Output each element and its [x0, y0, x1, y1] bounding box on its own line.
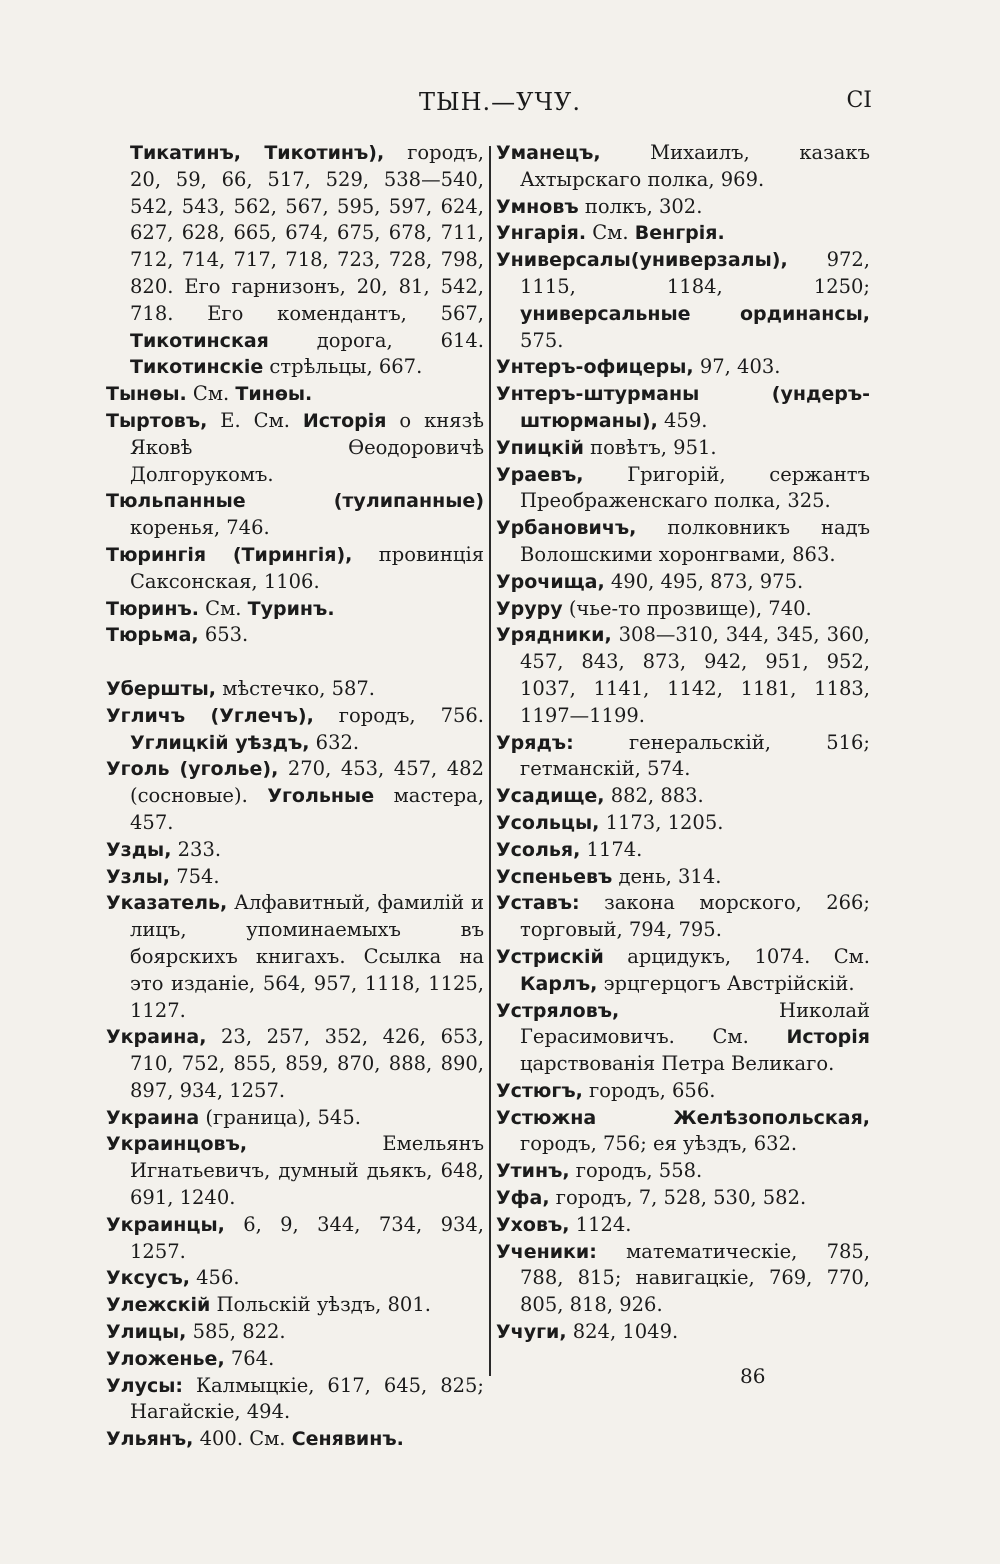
index-column-left	[106, 140, 484, 1453]
index-headword: Унгарія.	[496, 222, 587, 245]
index-text: Калмыцкіе, 617, 645, 825; Нагайскіе, 494.	[130, 1373, 484, 1424]
index-text: Михаилъ, казакъ Ахтырскаго полка, 969.	[520, 141, 870, 191]
index-entry	[496, 783, 870, 810]
index-entry	[106, 488, 484, 542]
index-text: 456.	[189, 1266, 240, 1290]
index-text: 308—310, 344, 345, 360, 457, 843, 873, 942, 951, 952, 1037, 1141, 1142, 1181, 1183, 1197—1199.	[520, 623, 870, 727]
index-text: коренья, 746.	[130, 516, 270, 540]
index-entry	[496, 354, 870, 381]
index-headword: Унтеръ-офицеры,	[496, 356, 694, 379]
index-text: дорога, 614.	[268, 328, 484, 352]
index-headword: Уфа,	[496, 1187, 550, 1210]
index-headword: Исторія	[302, 409, 387, 432]
index-entry	[496, 194, 870, 221]
index-text: городъ, 558.	[569, 1159, 703, 1183]
index-headword: Тикотинскіе	[130, 356, 264, 379]
index-text: городъ, 20, 59, 66, 517, 529, 538—540, 542, 543, 562, 567, 595, 597, 624, 627, 628, 665, 674, 675, 678, 711, 712, 714, 717, 718, 723, 728, 798, 820. Его гарнизонъ, 20, 81, 542, 718. Его комендантъ, 567,	[130, 141, 484, 325]
index-text: 882, 883.	[604, 784, 704, 808]
index-text: Емельянъ Игнатьевичъ, думный дьякъ, 648, 691, 1240.	[130, 1132, 484, 1210]
index-text: математическіе, 785, 788, 815; навигацкіе, 769, 770, 805, 818, 926.	[520, 1239, 870, 1317]
index-text: Е. См.	[207, 408, 303, 432]
index-headword: Тюльпанные (тулипанные)	[106, 490, 484, 513]
index-text: См.	[586, 221, 635, 245]
index-entry	[496, 622, 870, 729]
index-headword: Ульянъ,	[106, 1428, 194, 1451]
index-headword: Узлы,	[106, 865, 171, 888]
index-text: повѣтъ, 951.	[583, 435, 717, 459]
index-text: 972, 1115, 1184, 1250;	[520, 248, 870, 298]
index-headword: Тыртовъ,	[106, 409, 208, 432]
index-text: 400. См.	[193, 1427, 292, 1451]
index-headword: Тынѳы.	[106, 383, 187, 406]
index-entry	[496, 569, 870, 596]
signature-mark: 86	[740, 1364, 766, 1388]
index-entry	[496, 435, 870, 462]
index-headword: Улежскій	[106, 1294, 211, 1317]
index-headword: Исторія	[786, 1026, 870, 1049]
index-entry	[106, 1105, 484, 1132]
index-entry	[106, 1212, 484, 1266]
index-headword: Усольцы,	[496, 811, 600, 834]
index-headword: Украинцовъ,	[106, 1133, 248, 1156]
index-headword: Карлъ,	[520, 972, 598, 995]
index-text: 1173, 1205.	[599, 810, 724, 834]
index-headword: Тюринъ.	[106, 597, 199, 620]
index-headword: Урядники,	[496, 624, 612, 647]
index-text: 754.	[170, 864, 220, 888]
index-entry	[106, 703, 484, 757]
index-entry	[106, 1292, 484, 1319]
index-entry	[496, 944, 870, 998]
index-column-right	[496, 140, 870, 1346]
index-headword: Успеньевъ	[496, 865, 613, 888]
index-headword: Венгрія.	[634, 222, 725, 245]
index-headword: Ураевъ,	[496, 463, 584, 486]
index-headword: Тюрьма,	[106, 624, 199, 647]
index-headword: Усадище,	[496, 785, 605, 808]
index-headword: Устряловъ,	[496, 999, 620, 1022]
index-entry	[496, 1078, 870, 1105]
index-text: Алфавитный, фамилій и лицъ, упоминаемыхъ въ боярскихъ книгахъ. Ссылка на это изданіе, 564, 957, 1118, 1125, 1127.	[130, 891, 484, 1022]
index-entry	[106, 890, 484, 1024]
index-text: городъ, 756; ея уѣздъ, 632.	[520, 1132, 798, 1156]
letter-section-gap	[106, 649, 484, 676]
index-headword: Тикотинская	[130, 329, 269, 352]
index-headword: Учуги,	[496, 1321, 567, 1344]
index-text: (чье-то прозвище), 740.	[562, 596, 812, 620]
index-text: См.	[186, 382, 236, 406]
index-headword: Устрискій	[496, 945, 604, 968]
index-headword: Украина	[106, 1106, 200, 1129]
index-headword: Урочища,	[496, 570, 605, 593]
index-text: 1174.	[580, 837, 643, 861]
index-text: царствованія Петра Великаго.	[520, 1052, 835, 1076]
index-headword: Уховъ,	[496, 1213, 570, 1236]
index-headword: Ученики:	[496, 1240, 597, 1263]
index-entry	[496, 247, 870, 354]
index-entry	[496, 462, 870, 516]
index-entry	[496, 730, 870, 784]
index-entry	[496, 1319, 870, 1346]
index-headword: Указатель,	[106, 892, 228, 915]
index-text: 575.	[520, 328, 564, 352]
index-headword: Узды,	[106, 838, 172, 861]
folio: CI	[846, 88, 872, 113]
index-text: 632.	[309, 730, 360, 754]
index-text: стрѣльцы, 667.	[263, 355, 423, 379]
index-headword: Тинѳы.	[235, 383, 313, 406]
index-entry	[106, 1265, 484, 1292]
index-headword: Убершты,	[106, 677, 216, 700]
index-entry	[496, 864, 870, 891]
index-entry	[106, 140, 484, 381]
index-entry	[106, 1426, 484, 1453]
index-text: провинція Саксонская, 1106.	[130, 542, 485, 593]
index-text: о князѣ Яковѣ Ѳеодоровичѣ Долгорукомъ.	[130, 408, 484, 486]
index-headword: Уложенье,	[106, 1347, 225, 1370]
index-entry	[496, 1158, 870, 1185]
index-entry	[496, 1185, 870, 1212]
index-headword: Углицкій уѣздъ,	[130, 731, 310, 754]
running-head: ТЫН.—УЧУ.	[418, 88, 582, 116]
index-headword: Улицы,	[106, 1321, 187, 1344]
index-entry	[106, 864, 484, 891]
index-entry	[106, 408, 484, 488]
index-text: 824, 1049.	[566, 1320, 679, 1344]
index-text: 653.	[198, 623, 249, 647]
index-headword: Уруру	[496, 597, 563, 620]
index-headword: Украинцы,	[106, 1213, 225, 1236]
index-text: 764.	[224, 1346, 275, 1370]
index-entry	[106, 1373, 484, 1427]
index-text: городъ, 656.	[582, 1078, 716, 1102]
index-entry	[106, 1024, 484, 1104]
index-text: мастера, 457.	[130, 784, 484, 834]
index-headword: Туринъ.	[247, 597, 335, 620]
index-text: См.	[198, 596, 248, 620]
index-headword: универсальные ординансы,	[520, 302, 870, 325]
index-headword: Универсалы(универзалы),	[496, 249, 788, 272]
index-text: 459.	[657, 408, 708, 432]
index-entry	[106, 542, 484, 596]
index-entry	[496, 890, 870, 944]
index-entry	[496, 140, 870, 194]
index-headword: Умновъ	[496, 195, 579, 218]
index-entry	[106, 676, 484, 703]
index-entry	[496, 810, 870, 837]
index-headword: Тикатинъ, Тикотинъ),	[130, 142, 385, 164]
index-entry	[496, 998, 870, 1078]
index-text: Николай Герасимовичъ. См.	[520, 998, 870, 1049]
index-text: мѣстечко, 587.	[216, 676, 376, 700]
index-entry	[106, 381, 484, 408]
index-headword: Утинъ,	[496, 1160, 570, 1183]
index-text: городъ, 756.	[313, 703, 484, 727]
index-headword: Угольные	[267, 785, 375, 808]
index-headword: Угличъ (Углечъ),	[106, 704, 314, 727]
index-text: городъ, 7, 528, 530, 582.	[549, 1186, 807, 1210]
index-text: 97, 403.	[693, 355, 781, 379]
index-headword: Улусы:	[106, 1374, 183, 1397]
index-headword: Урядъ:	[496, 731, 574, 754]
index-entry	[496, 381, 870, 435]
index-headword: Уставъ:	[496, 892, 580, 915]
index-headword: Упицкій	[496, 436, 584, 459]
index-text: 6, 9, 344, 734, 934, 1257.	[130, 1212, 484, 1263]
index-entry	[106, 1131, 484, 1211]
index-text: 270, 453, 457, 482 (сосновые).	[130, 757, 484, 808]
index-entry	[106, 1346, 484, 1373]
index-text: Польскій уѣздъ, 801.	[210, 1293, 431, 1317]
index-entry	[106, 1319, 484, 1346]
index-headword: Украина,	[106, 1026, 207, 1049]
index-text: день, 314.	[612, 864, 722, 888]
index-text: 585, 822.	[186, 1320, 286, 1344]
index-text: (граница), 545.	[199, 1105, 361, 1129]
index-text: 1124.	[569, 1212, 632, 1236]
index-text: 23, 257, 352, 426, 653, 710, 752, 855, 859, 870, 888, 890, 897, 934, 1257.	[130, 1025, 484, 1102]
index-text: полковникъ надъ Волошскими хоронгвами, 863.	[520, 516, 870, 566]
index-entry	[106, 837, 484, 864]
index-headword: Унтеръ-штурманы (ундеръ-штюрманы),	[496, 383, 870, 432]
index-text: генеральскій, 516; гетманскій, 574.	[520, 730, 870, 781]
index-entry	[496, 596, 870, 623]
index-text: 233.	[171, 837, 222, 861]
index-headword: Уманецъ,	[496, 142, 601, 164]
index-entry	[106, 756, 484, 836]
index-headword: Устюгъ,	[496, 1079, 583, 1102]
index-entry	[496, 515, 870, 569]
index-entry	[106, 622, 484, 649]
index-headword: Сенявинъ.	[291, 1428, 404, 1451]
index-headword: Урбановичъ,	[496, 517, 637, 540]
index-text: эрцгерцогъ Австрійскій.	[597, 971, 855, 995]
index-headword: Уксусъ,	[106, 1267, 190, 1290]
index-text: Григорій, сержантъ Преображенскаго полка, 325.	[520, 462, 870, 513]
index-entry	[496, 220, 870, 247]
index-text: 490, 495, 873, 975.	[604, 569, 804, 593]
index-entry	[106, 596, 484, 623]
index-entry	[496, 837, 870, 864]
column-rule	[489, 146, 491, 1376]
index-entry	[496, 1212, 870, 1239]
index-text: арцидукъ, 1074. См.	[603, 944, 870, 968]
index-headword: Устюжна Желѣзопольская,	[496, 1106, 870, 1129]
index-headword: Уголь (уголье),	[106, 758, 279, 781]
index-entry	[496, 1105, 870, 1159]
index-headword: Тюрингія (Тирингія),	[106, 543, 353, 566]
index-entry	[496, 1239, 870, 1319]
index-text: закона морского, 266; торговый, 794, 795.	[520, 891, 870, 942]
index-text: полкъ, 302.	[578, 194, 703, 218]
index-headword: Усолья,	[496, 838, 581, 861]
